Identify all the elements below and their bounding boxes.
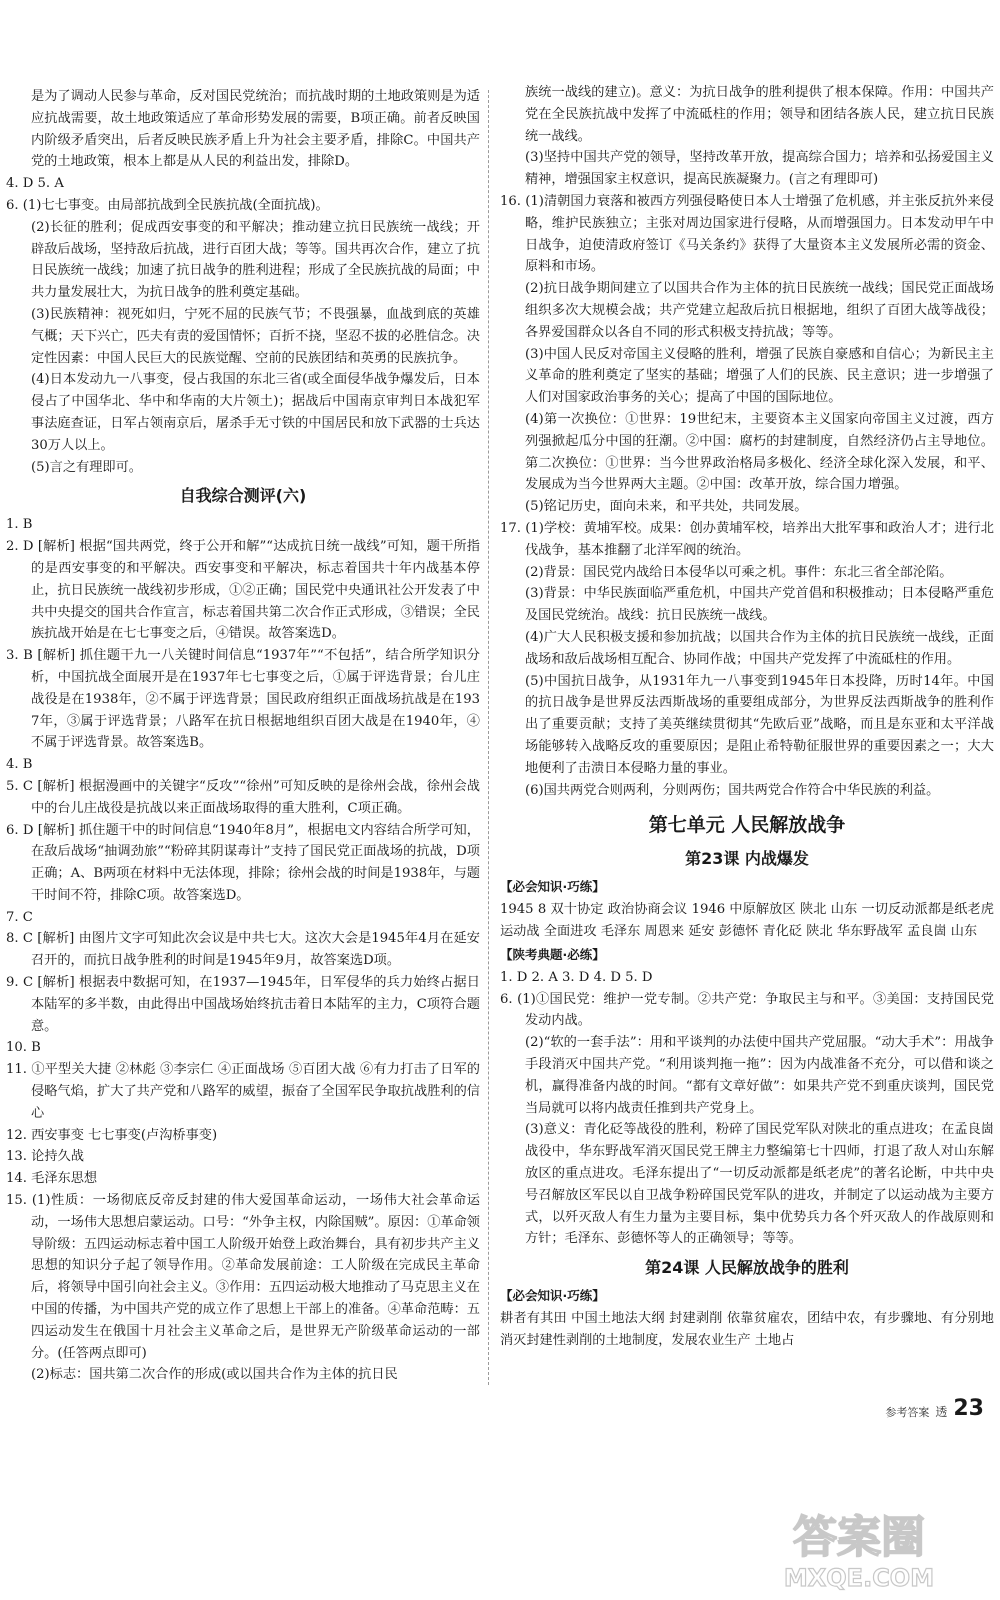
lesson-24-knowledge: 耕者有其田 中国土地法大纲 封建剥削 依靠贫雇农，团结中农，有步骤地、有分别地消灭封建性剥削的土地制度，发展农业生产 土地占	[500, 1311, 994, 1349]
lesson-23-tag-knowledge: 【必会知识·巧练】	[500, 879, 605, 895]
answer-item: 9. C [解析] 根据表中数据可知，在1937—1945年，日军侵华的兵力始终占据日本陆军的多半数，由此得出中国战场始终抗击着日本陆军的主力，C项符合题意。	[6, 975, 480, 1034]
answer-paragraph: 族统一战线的建立)。意义：为抗日战争的胜利提供了根本保障。作用：中国共产党在全民族抗战中发挥了中流砥柱的作用；领导和团结各族人民，建立抗日民族统一战线。	[525, 85, 994, 144]
lesson-23-title: 第23课 内战爆发	[685, 849, 809, 869]
answer-item: (2)标志：国共第二次合作的形成(或以国共合作为主体的抗日民	[31, 1367, 398, 1383]
answer-paragraph: (4)日本发动九一八事变，侵占我国的东北三省(或全面侵华战争爆发后，日本侵占了中国华北、华中和华南的大片领土)；据战后中国南京审判日本战犯军事法庭查证，日军占领南京后，屠杀手无寸铁的中国居民和放下武器的士兵达30万人以上。	[31, 372, 480, 453]
answer-item: 4. B	[6, 757, 33, 773]
answer-paragraph: (3)中国人民反对帝国主义侵略的胜利，增强了民族自豪感和自信心；为新民主主义革命的胜利奠定了坚实的基础；增强了人们的民族、民主意识；进一步增强了人们对国家政治事务的关心；提高了中国的国际地位。	[525, 346, 994, 406]
answer-paragraph: (4)第一次换位：①世界：19世纪末，主要资本主义国家向帝国主义过渡，西方列强掀起瓜分中国的狂潮。②中国：腐朽的封建制度，自然经济仍占主导地位。第二次换位：①世界：当今世界政治格局多极化、经济全球化深入发展，和平、发展成为当今世界两大主题。②中国：改革开放，综合国力增强。	[525, 411, 994, 493]
watermark-logo	[747, 1500, 972, 1595]
lesson-24-title: 第24课 人民解放战争的胜利	[645, 1258, 849, 1278]
answer-item: 13. 论持久战	[6, 1149, 84, 1165]
answer-paragraph: 4. D 5. A	[6, 176, 64, 192]
column-divider	[488, 90, 489, 1385]
page-footer	[885, 1398, 984, 1420]
answer-paragraph: 16. (1)清朝国力衰落和被西方列强侵略使日本人士增强了危机感，并主张反抗外来侵略，维护民族独立；主张对周边国家进行侵略，从而增强国力。日本发动甲午中日战争，迫使清政府签订《马关条约》获得了大量资本主义发展所必需的资金、原料和市场。	[500, 193, 994, 275]
answer-paragraph: (5)言之有理即可。	[31, 459, 142, 475]
left-top-block	[6, 86, 480, 478]
answer-paragraph: (5)铭记历史，面向未来，和平共处，共同发展。	[525, 499, 808, 515]
svg-text:答案圈: 答案圈	[793, 1512, 925, 1563]
answer-paragraph: (6)国共两党合则两利，分则两伤；国共两党合作符合中华民族的利益。	[525, 782, 940, 798]
answer-paragraph: (4)广大人民积极支援和参加抗战；以国共合作为主体的抗日民族统一战线，正面战场和敌后战场相互配合、协同作战；中国共产党发挥了中流砥柱的作用。	[525, 629, 994, 667]
answer-item: 8. C [解析] 由图片文字可知此次会议是中共七大。这次大会是1945年4月在延安召开的，而抗日战争胜利的时间是1945年9月，故答案选D项。	[6, 931, 480, 969]
answer-item: 6. (1)①国民党：维护一党专制。②共产党：争取民主与和平。③美国：支持国民党发动内战。	[500, 991, 994, 1029]
right-column	[500, 82, 994, 1352]
answer-item: 14. 毛泽东思想	[6, 1171, 98, 1187]
answer-item: (2)“软的一套手法”：用和平谈判的办法使中国共产党屈服。“动大手术”：用战争手段消灭中国共产党。“利用谈判拖一拖”：因为内战准备不充分，可以借和谈之机，赢得准备内战的时间。“都有文章好做”：如果共产党不到重庆谈判，国民党当局就可以将内战责任推到共产党身上。	[525, 1035, 994, 1116]
answer-item: 1. D 2. A 3. D 4. D 5. D	[500, 969, 653, 985]
svg-text:MXQE.COM: MXQE.COM	[783, 1564, 935, 1592]
answer-item: 15. (1)性质：一场彻底反帝反封建的伟大爱国革命运动，一场伟大社会革命运动，一场伟大思想启蒙运动。口号：“外争主权，内除国贼”。原因：①革命领导阶级：五四运动标志着中国工人阶级开始登上政治舞台，具有初步共产主义思想的知识分子起了领导作用。②革命发展前途：工人阶级在完成民主革命后，将领导中国引向社会主义。③作用：五四运动极大地推动了马克思主义在中国的传播，为中国共产党的成立作了思想上干部上的准备。④革命范畴：五四运动发生在俄国十月社会主义革命之后，是世界无产阶级革命运动的一部分。(任答两点即可)	[6, 1193, 480, 1361]
answer-item: 5. C [解析] 根据漫画中的关键字“反攻”“徐州”可知反映的是徐州会战，徐州会战中的台儿庄战役是抗战以来正面战场取得的重大胜利，C项正确。	[6, 778, 480, 816]
answer-item: 6. D [解析] 抓住题干中的时间信息“1940年8月”，根据电文内容结合所学可知，在敌后战场“抽调劲旅”“粉碎其阴谋毒计”支持了国民党正面战场的抗战，D项正确；A、B两项在材料中无法体现，排除；徐州会战的时间是1938年，与题干时间不符，排除C项。故答案选D。	[6, 822, 480, 903]
unit-title: 第七单元 人民解放战争	[648, 814, 846, 837]
right-top-block	[500, 82, 994, 801]
answer-item: 2. D [解析] 根据“国共两党，终于公开和解”“达成抗日统一战线”可知，题干所指的是西安事变的和平解决。西安事变和平解决，标志着国共十年内战基本停止，抗日民族统一战线初步形成，①②正确；国民党中央通讯社公开发表了中共中央提交的国共合作宣言，标志着国共第二次合作正式形成，③错误；全民族抗战开始是在七七事变之后，④错误。故答案选D。	[6, 539, 480, 642]
answer-item: 10. B	[6, 1040, 41, 1056]
answer-paragraph: 6. (1)七七事变。由局部抗战到全民族抗战(全面抗战)。	[6, 197, 329, 213]
lesson-24-tag-knowledge: 【必会知识·巧练】	[500, 1288, 605, 1304]
answer-paragraph: 17. (1)学校：黄埔军校。成果：创办黄埔军校，培养出大批军事和政治人才；进行北伐战争，基本推翻了北洋军阀的统治。	[500, 520, 994, 558]
lesson-23-knowledge: 1945 8 双十协定 政治协商会议 1946 中原解放区 陕北 山东 一切反动派都是纸老虎 运动战 全面进攻 毛泽东 周恩来 延安 彭德怀 青化砭 陕北 华东野战军 孟良崮 山东	[500, 902, 994, 940]
section-heading: 自我综合测评(六)	[179, 486, 307, 506]
answer-item: (3)意义：青化砭等战役的胜利，粉碎了国民党军队对陕北的重点进攻；在孟良崮战役中，华东野战军消灭国民党王牌主力整编第七十四师，打退了敌人对山东解放区的重点进攻。毛泽东提出了“一切反动派都是纸老虎”的著名论断，中共中央号召解放区军民以自卫战争粉碎国民党军队的进攻，并制定了以运动战为主要方式，以歼灭敌人有生力量为主要目标，集中优势兵力各个歼灭敌人的作战原则和方针；毛泽东、彭德怀等人的正确领导；等等。	[525, 1122, 994, 1247]
page-number: 23	[953, 1396, 984, 1421]
answer-item: 7. C	[6, 909, 33, 925]
answer-paragraph: (2)抗日战争期间建立了以国共合作为主体的抗日民族统一战线；国民党正面战场组织多次大规模会战；共产党建立起敌后抗日根据地，组织了百团大战等战役；各界爱国群众以各自不同的形式积极支持抗战；等等。	[525, 281, 994, 340]
answer-paragraph: (3)背景：中华民族面临严重危机，中国共产党首倡和积极推动；日本侵略严重危及国民党统治。战线：抗日民族统一战线。	[525, 586, 994, 624]
answer-paragraph: (3)坚持中国共产党的领导，坚持改革开放，提高综合国力；培养和弘扬爱国主义精神，增强国家主权意识，提高民族凝聚力。(言之有理即可)	[525, 150, 994, 188]
answer-paragraph: (2)背景：国民党内战给日本侵华以可乘之机。事件：东北三省全部沦陷。	[525, 564, 953, 580]
left-column	[6, 86, 480, 1386]
footer-label: 参考答案	[885, 1406, 930, 1419]
answer-paragraph: (3)民族精神：视死如归，宁死不屈的民族气节；不畏强暴，血战到底的英雄气概；天下兴亡，匹夫有责的爱国情怀；百折不挠，坚忍不拔的必胜信念。决定性因素：中国人民巨大的民族觉醒、空前的民族团结和英勇的民族抗争。	[31, 306, 480, 366]
answer-item: 3. B [解析] 抓住题干九一八关键时间信息“1937年”“不包括”，结合所学知识分析，中国抗战全面展开是在1937年七七事变之后，①属于评选背景；台儿庄战役是在1938年，②不属于评选背景；国民政府组织正面战场抗战是在1937年，③属于评选背景；八路军在抗日根据地组织百团大战是在1940年，④不属于评选背景。故答案选B。	[6, 648, 480, 751]
lesson-23-answers	[500, 967, 994, 1250]
answer-paragraph: (2)长征的胜利；促成西安事变的和平解决；推动建立抗日民族统一战线；开辟敌后战场，坚持敌后抗战，进行百团大战；等等。国共再次合作，建立了抗日民族统一战线；加速了抗日战争的胜利进程；形成了全民族抗战的局面；中共力量发展壮大，为抗日战争的胜利奠定基础。	[31, 219, 480, 301]
answer-paragraph: 是为了调动人民参与革命，反对国民党统治；而抗战时期的土地政策则是为适应抗战需要，故土地政策适应了革命形势发展的需要，B项正确。前者反映国内阶级矛盾突出，后者反映民族矛盾上升为社会主要矛盾，排除C。中国共产党的土地政策，根本上都是从人民的利益出发，排除D。	[31, 89, 480, 170]
answer-item: 12. 西安事变 七七事变(卢沟桥事变)	[6, 1127, 218, 1143]
footer-suffix: 透	[935, 1405, 948, 1419]
answer-list	[6, 514, 480, 1386]
answer-item: 11. ①平型关大捷 ②林彪 ③李宗仁 ④正面战场 ⑤百团大战 ⑥有力打击了日军的侵略气焰，扩大了共产党和八路军的威望，振奋了全国军民争取抗战胜利的信心	[6, 1062, 480, 1121]
answer-item: 1. B	[6, 517, 33, 533]
lesson-23-tag-exam: 【陕考典题·必练】	[500, 946, 605, 962]
answer-paragraph: (5)中国抗日战争，从1931年九一八事变到1945年日本投降，历时14年。中国的抗日战争是世界反法西斯战场的重要组成部分，为世界反法西斯战争的胜利作出了重要贡献；支持了美英继续贯彻其“先欧后亚”战略，而且是东亚和太平洋战场能够转入战略反攻的重要原因；是阻止希特勒征服世界的重要因素之一；大大地便利了击溃日本侵略力量的事业。	[525, 673, 994, 776]
